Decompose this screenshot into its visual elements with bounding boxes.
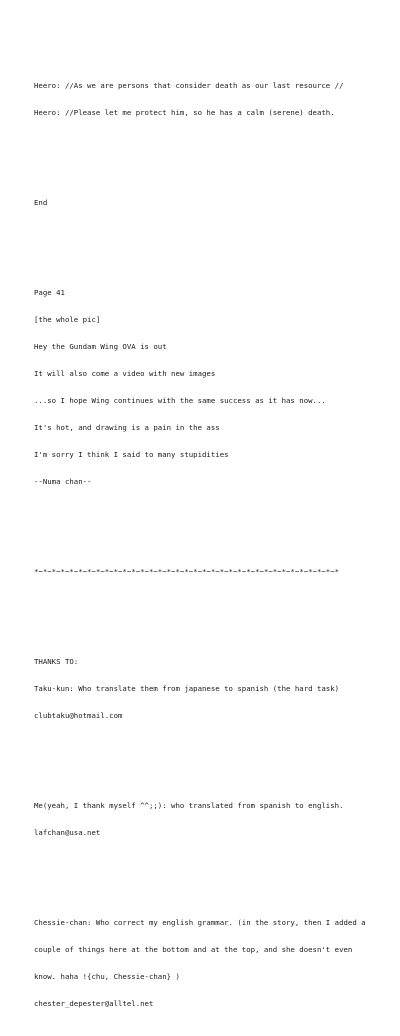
email-text: lafchan@usa.net xyxy=(34,828,101,837)
text-line: [the whole pic] xyxy=(34,315,101,324)
blank-line xyxy=(34,153,394,162)
divider-line: *~*~*~*~*~*~*~*~*~*~*~*~*~*~*~*~*~*~*~*~*~*~*~*~*~*~*~*~*~*~*~*~*~*~* xyxy=(34,567,340,576)
text-block-translator xyxy=(34,783,394,855)
text-block-proofreader xyxy=(34,900,394,1026)
text-line: ...so I hope Wing continues with the same success as it has now... xyxy=(34,396,326,405)
text-block-divider xyxy=(34,549,394,594)
text-line: Page 41 xyxy=(34,288,65,297)
text-line: Chessie-chan: Who correct my english grammar. (in the story, then I added a xyxy=(34,918,366,927)
text-block-page-note xyxy=(34,270,394,504)
text-line: couple of things here at the bottom and at the top, and she doesn't even xyxy=(34,945,353,954)
text-line: End xyxy=(34,198,48,207)
text-line: know. haha !{chu, Chessie-chan} ) xyxy=(34,972,180,981)
blank-line xyxy=(34,522,394,531)
text-line: Taku-kun: Who translate them from japanese to spanish (the hard task) xyxy=(34,684,340,693)
text-line: It's hot, and drawing is a pain in the ass xyxy=(34,423,220,432)
blank-line xyxy=(34,243,394,252)
text-block-thanks xyxy=(34,639,394,738)
blank-line xyxy=(34,612,394,621)
text-line: It will also come a video with new images xyxy=(34,369,216,378)
text-block-dialogue xyxy=(34,63,394,135)
text-line: Me(yeah, I thank myself ^^;;): who translated from spanish to english. xyxy=(34,801,344,810)
text-line: --Numa chan-- xyxy=(34,477,92,486)
text-line: Heero: //Please let me protect him, so he has a calm (serene) death. xyxy=(34,108,335,117)
email-text: chester_depester@alltel.net xyxy=(34,999,154,1008)
blank-line xyxy=(34,873,394,882)
text-line: Heero: //As we are persons that consider death as our last resource // xyxy=(34,81,344,90)
blank-line xyxy=(34,756,394,765)
text-line: I'm sorry I think I said to many stupidities xyxy=(34,450,229,459)
email-text: clubtaku@hotmail.com xyxy=(34,711,123,720)
text-line: THANKS TO: xyxy=(34,657,79,666)
text-block-end xyxy=(34,180,394,225)
document-text xyxy=(34,45,394,1036)
text-line: Hey the Gundam Wing OVA is out xyxy=(34,342,167,351)
